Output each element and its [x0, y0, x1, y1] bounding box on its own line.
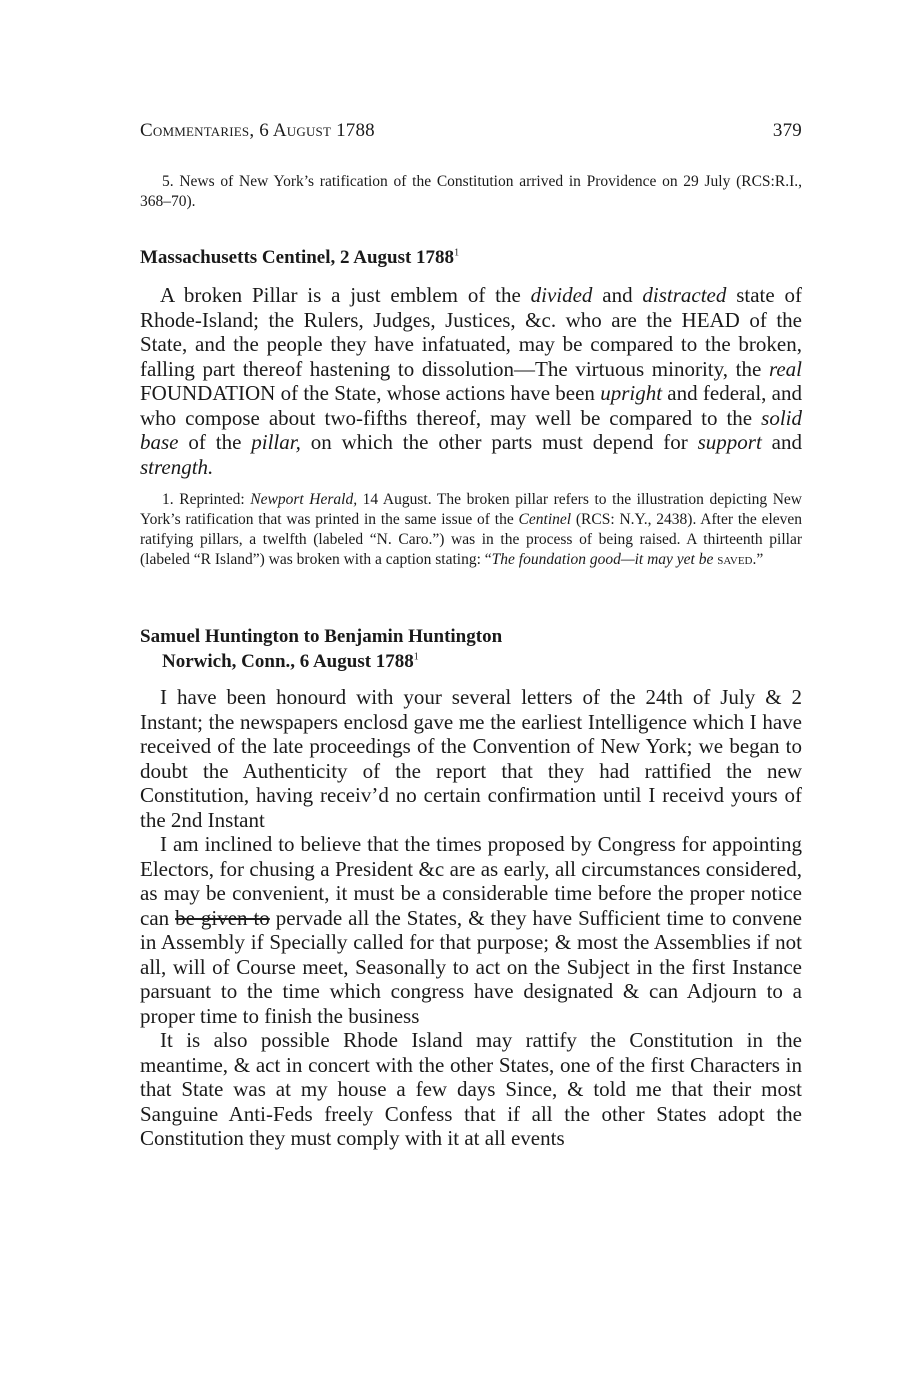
- italic-run: divided: [530, 283, 593, 307]
- italic-run: Centinel: [518, 511, 572, 528]
- footnote-marker: 1: [454, 247, 460, 259]
- text-run: (RCS: N.Y., 2438). After the eleven ratifying pillars, a twelfth (labeled “N. Caro.”) was in the process of being raised. A thirteenth pillar (labeled “R Island”) was broken with a caption stating: “: [140, 511, 803, 568]
- italic-run: strength.: [140, 454, 214, 479]
- text-run: Norwich, Conn., 6 August 1788: [162, 651, 414, 672]
- section-heading-centinel-text: Massachusetts Centinel, 2 August 1788: [140, 247, 455, 268]
- text-run: I am inclined to believe that the times proposed by Congress for appointing Electors, for chusing a President &c are as early, all circumstances considered, as may be convenient, it must be a considerable time before the proper notice can: [140, 832, 802, 930]
- letter-paragraph-1: I have been honourd with your several letters of the 24th of July & 2 Instant; the newspapers enclosd gave me the earliest Intelligence which I have received of the late proceedings of the Convention of New York; we began to doubt the Authenticity of the report that they had rattified the new Constitution, having receiv’d no certain confirmation until I receivd yours of the 2nd Instant: [140, 685, 802, 832]
- text-run: .”: [752, 551, 764, 568]
- text-run: 1. Reprinted:: [162, 491, 251, 508]
- running-head-title: Commentaries, 6 August 1788: [140, 120, 375, 141]
- page-number: 379: [772, 120, 802, 141]
- small-caps-run: saved: [713, 551, 753, 568]
- text-run: FOUNDATION of the State, whose actions have been: [140, 381, 601, 405]
- running-head: [140, 120, 802, 142]
- italic-run: pillar,: [251, 430, 301, 454]
- section-heading-huntington-line2: [140, 649, 802, 674]
- struck-text: be given to: [175, 905, 270, 930]
- centinel-paragraph-text: [140, 283, 802, 479]
- section-heading-huntington-line1: Samuel Huntington to Benjamin Huntington: [140, 626, 503, 647]
- text-run: of the: [178, 430, 252, 454]
- italic-run: Newport Herald,: [250, 491, 358, 508]
- centinel-paragraph: [140, 283, 802, 479]
- letter-paragraph-2: [140, 832, 802, 1028]
- italic-run: The foundation good—it may yet be: [491, 551, 714, 568]
- text-run: pervade all the States, & they have Sufficient time to convene in Assembly if Specially called for that purpose; & most the Assemblies if not all, will of Course meet, Seasonally to act on the Subject in the first Instance parsuant to the time which congress have designated & can Adjourn to a proper time to finish the business: [140, 905, 802, 1028]
- italic-run: distracted: [642, 283, 727, 307]
- italic-run: solid base: [140, 405, 802, 454]
- text-run: 14 August. The broken pillar refers to the illustration depicting New York’s ratification that was printed in the same issue of the: [140, 491, 803, 528]
- section-heading-centinel: [140, 245, 802, 270]
- footnote-1-centinel-text: [140, 490, 802, 570]
- italic-run: real: [768, 356, 802, 381]
- italic-run: support: [697, 430, 762, 454]
- footnote-5: [140, 172, 802, 212]
- text-run: A broken Pillar is a just emblem of the: [160, 283, 531, 307]
- footnote-1-centinel: [140, 490, 802, 570]
- section-heading-huntington: [140, 624, 802, 674]
- text-run: and: [592, 283, 643, 307]
- text-run: and: [761, 430, 803, 454]
- text-run: on which the other parts must depend for: [300, 430, 698, 454]
- text-run: and federal, and who compose about two-fifths thereof, may well be compared to the: [140, 381, 802, 430]
- huntington-letter: [140, 685, 802, 1151]
- letter-paragraph-3: It is also possible Rhode Island may rattify the Constitution in the meantime, & act in concert with the other States, one of the first Characters in that State was at my house a few days Since, & told me that their most Sanguine Anti-Feds freely Confess that if all the other States adopt the Constitution they must comply with it at all events: [140, 1028, 802, 1150]
- footnote-5-text: 5. News of New York’s ratification of the Constitution arrived in Providence on 29 July (RCS:R.I., 368–70).: [140, 173, 802, 210]
- text-run: state of Rhode-Island; the Rulers, Judges, Justices, &c. who are the HEAD of the State, and the people they have infatuated, may be compared to the broken, falling part thereof hastening to dissolution—The virtuous minority, the: [140, 283, 802, 381]
- footnote-marker: 1: [413, 651, 419, 663]
- italic-run: upright: [600, 381, 663, 405]
